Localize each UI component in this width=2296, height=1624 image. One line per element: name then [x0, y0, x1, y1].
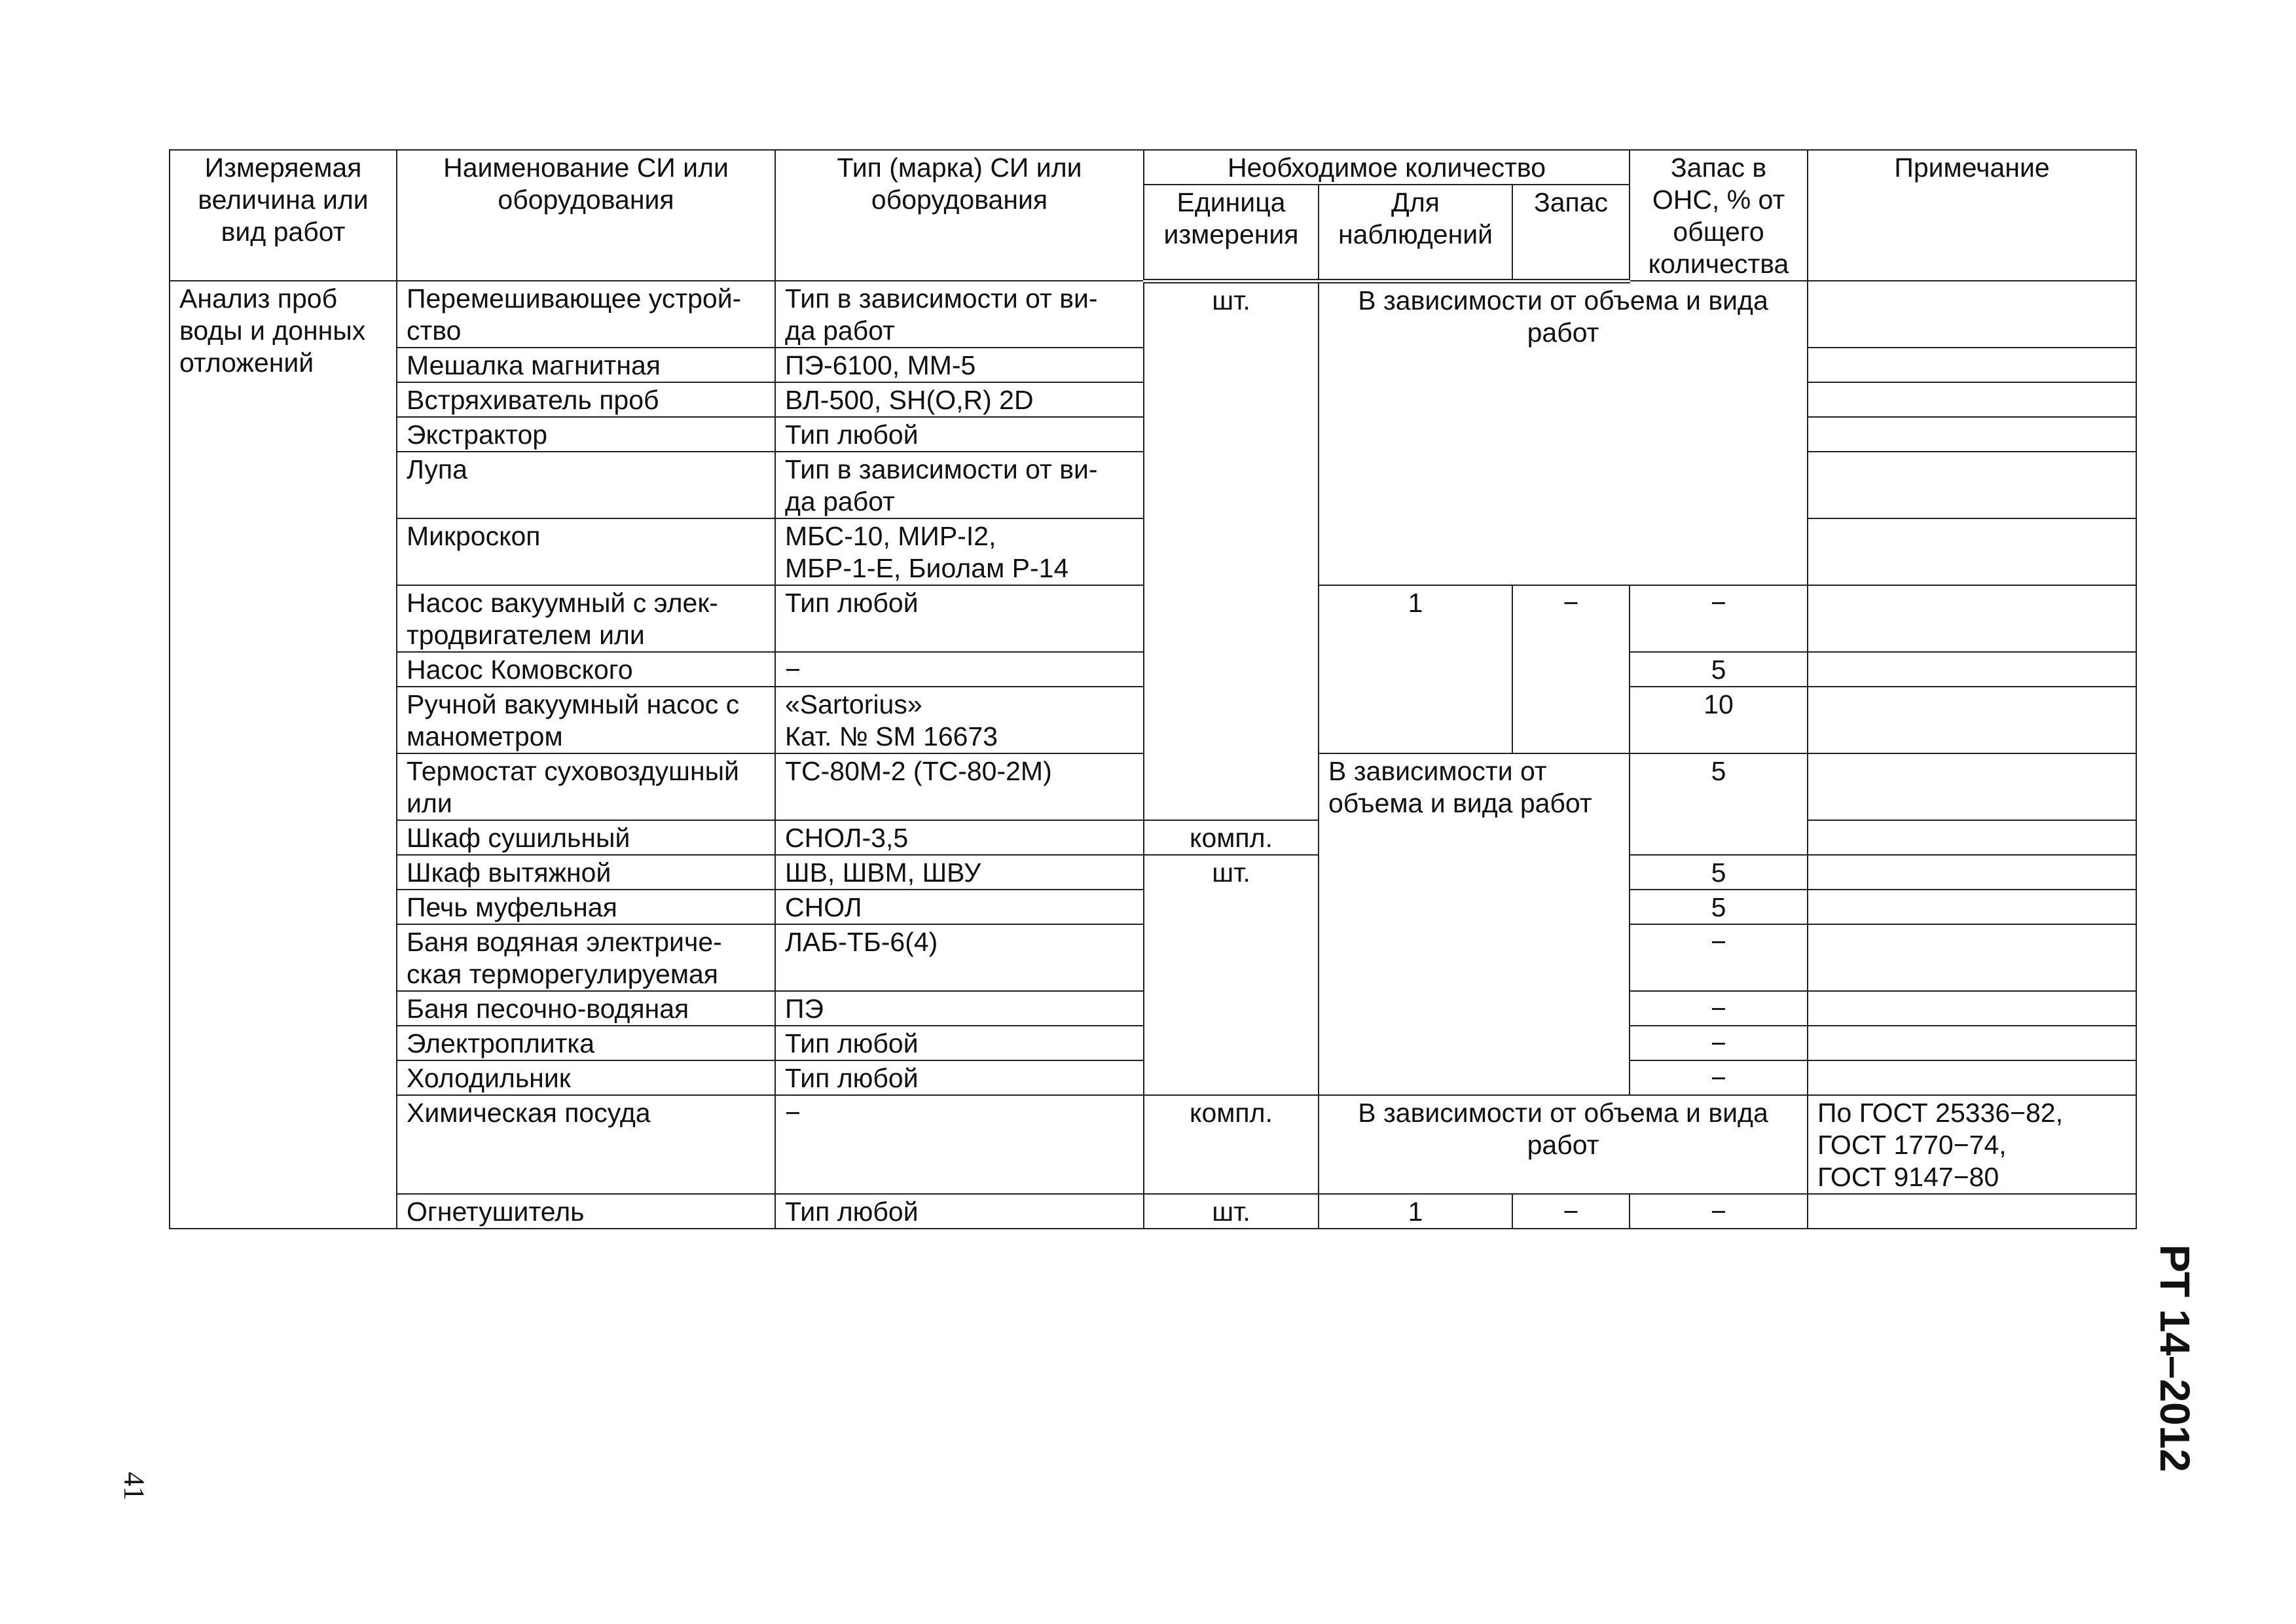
quantity-cell: В зависимости от объема и вида работ — [1319, 1095, 1808, 1194]
equipment-name: Лупа — [397, 452, 775, 518]
equipment-type: МБС-10, МИР-I2, МБР-1-Е, Биолам Р-14 — [775, 518, 1144, 585]
reserve-ons-cell-merged: 5 — [1630, 753, 1808, 855]
equipment-type: «Sartorius» Кат. № SM 16673 — [775, 687, 1144, 753]
reserve-ons-cell: 5 — [1630, 652, 1808, 687]
note-cell — [1808, 281, 2136, 348]
equipment-name: Баня водяная электриче- ская терморегулируемая — [397, 924, 775, 991]
note-cell — [1808, 417, 2136, 452]
equipment-type: СНОЛ-3,5 — [775, 820, 1144, 855]
equipment-type: ВЛ-500, SH(O,R) 2D — [775, 382, 1144, 417]
reserve-cell: − — [1512, 1194, 1630, 1229]
equipment-name: Печь муфельная — [397, 890, 775, 924]
table-row — [170, 820, 2136, 855]
equipment-type: Тип любой — [775, 417, 1144, 452]
header-for-observations: Для наблюдений — [1319, 185, 1512, 281]
table-row — [170, 855, 2136, 890]
reserve-ons-cell: − — [1630, 1026, 1808, 1060]
reserve-ons-cell: − — [1630, 1194, 1808, 1229]
note-cell — [1808, 924, 2136, 991]
page-number — [115, 1456, 154, 1515]
reserve-ons-cell: 5 — [1630, 855, 1808, 890]
page-number-text: 41 — [118, 1471, 151, 1500]
equipment-type: Тип в зависимости от ви- да работ — [775, 452, 1144, 518]
category-cell: Анализ проб воды и донных отложений — [170, 281, 397, 1229]
equipment-type: Тип любой — [775, 1026, 1144, 1060]
equipment-name: Ручной вакуумный насос с манометром — [397, 687, 775, 753]
unit-cell: компл. — [1144, 1095, 1319, 1194]
table-row — [170, 1194, 2136, 1229]
equipment-name: Химическая посуда — [397, 1095, 775, 1194]
note-cell — [1808, 890, 2136, 924]
equipment-type: ПЭ-6100, ММ-5 — [775, 348, 1144, 382]
equipment-name: Насос вакуумный с элек- тродвигателем или — [397, 585, 775, 652]
document-code-text: РТ 14–2012 — [2151, 1244, 2198, 1472]
note-cell — [1808, 518, 2136, 585]
header-equipment-type: Тип (марка) СИ или оборудования — [775, 150, 1144, 281]
equipment-name: Мешалка магнитная — [397, 348, 775, 382]
observations-cell: 1 — [1319, 1194, 1512, 1229]
equipment-type: Тип любой — [775, 1060, 1144, 1095]
quantity-cell-thermostat: В зависимости от объема и вида работ — [1319, 753, 1630, 1095]
equipment-type: ПЭ — [775, 991, 1144, 1026]
note-cell — [1808, 382, 2136, 417]
note-cell — [1808, 753, 2136, 820]
reserve-ons-cell: − — [1630, 924, 1808, 991]
document-code — [2149, 1244, 2201, 1472]
equipment-name: Встряхиватель проб — [397, 382, 775, 417]
unit-cell: шт. — [1144, 1194, 1319, 1229]
equipment-name: Холодильник — [397, 1060, 775, 1095]
equipment-type: ЛАБ-ТБ-6(4) — [775, 924, 1144, 991]
equipment-table — [169, 149, 2137, 1229]
header-reserve: Запас — [1512, 185, 1630, 281]
unit-cell-merged: шт. — [1144, 281, 1319, 820]
note-cell — [1808, 1026, 2136, 1060]
note-cell — [1808, 1194, 2136, 1229]
equipment-type: ТС-80М-2 (ТС-80-2М) — [775, 753, 1144, 820]
equipment-type: Тип любой — [775, 585, 1144, 652]
header-measured-value: Измеряемая величина или вид работ — [170, 150, 397, 281]
reserve-ons-cell: 10 — [1630, 687, 1808, 753]
equipment-name: Баня песочно-водяная — [397, 991, 775, 1026]
reserve-ons-cell: − — [1630, 585, 1808, 652]
equipment-type: Тип в зависимости от ви- да работ — [775, 281, 1144, 348]
equipment-name: Экстрактор — [397, 417, 775, 452]
note-cell — [1808, 855, 2136, 890]
equipment-name: Огнетушитель — [397, 1194, 775, 1229]
note-cell — [1808, 820, 2136, 855]
reserve-ons-cell: − — [1630, 991, 1808, 1026]
note-cell — [1808, 687, 2136, 753]
equipment-name: Шкаф сушильный — [397, 820, 775, 855]
note-cell — [1808, 991, 2136, 1026]
equipment-name: Перемешивающее устрой- ство — [397, 281, 775, 348]
unit-cell: компл. — [1144, 820, 1319, 855]
header-equipment-name: Наименование СИ или оборудования — [397, 150, 775, 281]
equipment-type: СНОЛ — [775, 890, 1144, 924]
note-cell — [1808, 585, 2136, 652]
header-note: Примечание — [1808, 150, 2136, 281]
note-cell — [1808, 452, 2136, 518]
note-cell: По ГОСТ 25336−82, ГОСТ 1770−74, ГОСТ 9147−80 — [1808, 1095, 2136, 1194]
unit-cell-merged: шт. — [1144, 855, 1319, 1095]
equipment-type: − — [775, 652, 1144, 687]
reserve-ons-cell: 5 — [1630, 890, 1808, 924]
equipment-name: Электроплитка — [397, 1026, 775, 1060]
note-cell — [1808, 652, 2136, 687]
header-unit: Единица измерения — [1144, 185, 1319, 281]
header-row — [170, 150, 2136, 185]
equipment-type: ШВ, ШВМ, ШВУ — [775, 855, 1144, 890]
header-required-quantity: Необходимое количество — [1144, 150, 1630, 185]
reserve-cell-merged: − — [1512, 585, 1630, 753]
note-cell — [1808, 1060, 2136, 1095]
equipment-name: Термостат суховоздушный или — [397, 753, 775, 820]
equipment-type: − — [775, 1095, 1144, 1194]
equipment-name: Микроскоп — [397, 518, 775, 585]
table-row — [170, 281, 2136, 348]
equipment-name: Насос Комовского — [397, 652, 775, 687]
quantity-cell-merged: В зависимости от объема и вида работ — [1319, 281, 1808, 585]
header-reserve-ons: Запас в ОНС, % от общего количества — [1630, 150, 1808, 281]
reserve-ons-cell: − — [1630, 1060, 1808, 1095]
observations-cell-merged: 1 — [1319, 585, 1512, 753]
note-cell — [1808, 348, 2136, 382]
table-row — [170, 1095, 2136, 1194]
equipment-name: Шкаф вытяжной — [397, 855, 775, 890]
equipment-type: Тип любой — [775, 1194, 1144, 1229]
